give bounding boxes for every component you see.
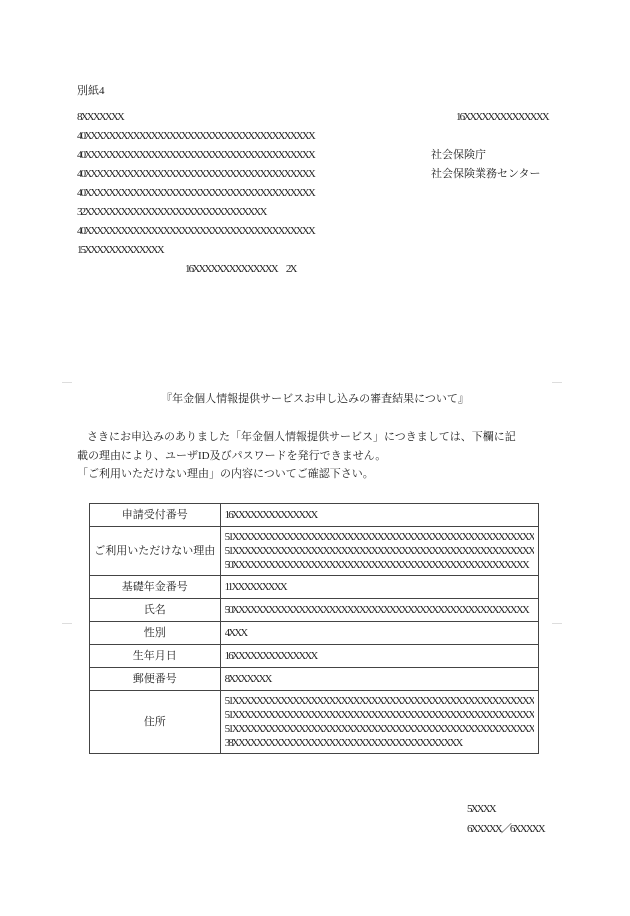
address-line: 15XXXXXXXXXXXXX xyxy=(77,244,163,256)
postal-code: 8XXXXXXX xyxy=(77,111,123,123)
attachment-label: 別紙4 xyxy=(77,85,105,97)
address-line: 40XXXXXXXXXXXXXXXXXXXXXXXXXXXXXXXXXXXXXX xyxy=(77,187,314,199)
table-row xyxy=(90,576,539,599)
value-line: 51XXXXXXXXXXXXXXXXXXXXXXXXXXXXXXXXXXXXXXXXXXXXXXXXXX xyxy=(224,709,534,721)
table-row xyxy=(90,691,539,754)
crop-mark xyxy=(552,623,562,624)
value-line: 16XXXXXXXXXXXXXX xyxy=(224,650,317,662)
row-label: ご利用いただけない理由 xyxy=(90,527,221,576)
row-label: 性別 xyxy=(90,622,221,645)
crop-mark xyxy=(62,382,72,383)
sender-org: 社会保険庁 xyxy=(431,149,486,161)
value-line: 50XXXXXXXXXXXXXXXXXXXXXXXXXXXXXXXXXXXXXXXXXXXXXXXXX xyxy=(224,604,528,616)
application-info-table xyxy=(89,503,539,754)
table-row xyxy=(90,504,539,527)
row-value xyxy=(220,668,538,691)
value-line: 51XXXXXXXXXXXXXXXXXXXXXXXXXXXXXXXXXXXXXXXXXXXXXXXXXX xyxy=(224,545,534,557)
row-label: 申請受付番号 xyxy=(90,504,221,527)
document-title: 『年金個人情報提供サービスお申し込みの審査結果について』 xyxy=(161,393,469,405)
table-row xyxy=(90,622,539,645)
footer-code: 5XXXX xyxy=(467,803,495,815)
table-row xyxy=(90,527,539,576)
address-line: 40XXXXXXXXXXXXXXXXXXXXXXXXXXXXXXXXXXXXXX xyxy=(77,130,314,142)
row-value xyxy=(220,527,538,576)
addressee: 16XXXXXXXXXXXXXX 2X xyxy=(185,263,296,275)
row-value xyxy=(220,645,538,668)
row-label: 郵便番号 xyxy=(90,668,221,691)
value-line: 8XXXXXXX xyxy=(224,673,271,685)
address-line: 32XXXXXXXXXXXXXXXXXXXXXXXXXXXXXX xyxy=(77,206,266,218)
crop-mark xyxy=(62,623,72,624)
value-line: 50XXXXXXXXXXXXXXXXXXXXXXXXXXXXXXXXXXXXXXXXXXXXXXXXX xyxy=(224,559,528,571)
row-value xyxy=(220,504,538,527)
value-line: 51XXXXXXXXXXXXXXXXXXXXXXXXXXXXXXXXXXXXXXXXXXXXXXXXXX xyxy=(224,695,534,707)
body-line: 「ご利用いただけない理由」の内容についてご確認下さい。 xyxy=(77,468,374,480)
row-label: 生年月日 xyxy=(90,645,221,668)
body-line: さきにお申込みのありました「年金個人情報提供サービス」につきましては、下欄に記 xyxy=(87,431,516,443)
value-line: 38XXXXXXXXXXXXXXXXXXXXXXXXXXXXXXXXXXXXXX xyxy=(224,737,462,749)
body-line: 載の理由により、ユーザID及びパスワードを発行できません。 xyxy=(77,450,387,462)
row-label: 基礎年金番号 xyxy=(90,576,221,599)
value-line: 11XXXXXXXXX xyxy=(224,581,286,593)
value-line: 51XXXXXXXXXXXXXXXXXXXXXXXXXXXXXXXXXXXXXXXXXXXXXXXXXX xyxy=(224,723,534,735)
row-value xyxy=(220,691,538,754)
sender-center: 社会保険業務センター xyxy=(431,168,541,180)
table-row xyxy=(90,645,539,668)
row-value xyxy=(220,599,538,622)
value-line: 51XXXXXXXXXXXXXXXXXXXXXXXXXXXXXXXXXXXXXXXXXXXXXXXXXX xyxy=(224,531,534,543)
row-value xyxy=(220,576,538,599)
value-line: 4XXX xyxy=(224,627,247,639)
table-row xyxy=(90,668,539,691)
value-line: 16XXXXXXXXXXXXXX xyxy=(224,509,317,521)
row-label: 氏名 xyxy=(90,599,221,622)
table-row xyxy=(90,599,539,622)
footer-page: 6XXXXX／6XXXXX xyxy=(467,823,544,835)
document-date: 16XXXXXXXXXXXXXX xyxy=(456,111,548,123)
address-line: 40XXXXXXXXXXXXXXXXXXXXXXXXXXXXXXXXXXXXXX xyxy=(77,168,314,180)
row-label: 住所 xyxy=(90,691,221,754)
row-value xyxy=(220,622,538,645)
crop-mark xyxy=(552,382,562,383)
address-line: 40XXXXXXXXXXXXXXXXXXXXXXXXXXXXXXXXXXXXXX xyxy=(77,149,314,161)
address-line: 40XXXXXXXXXXXXXXXXXXXXXXXXXXXXXXXXXXXXXX xyxy=(77,225,314,237)
